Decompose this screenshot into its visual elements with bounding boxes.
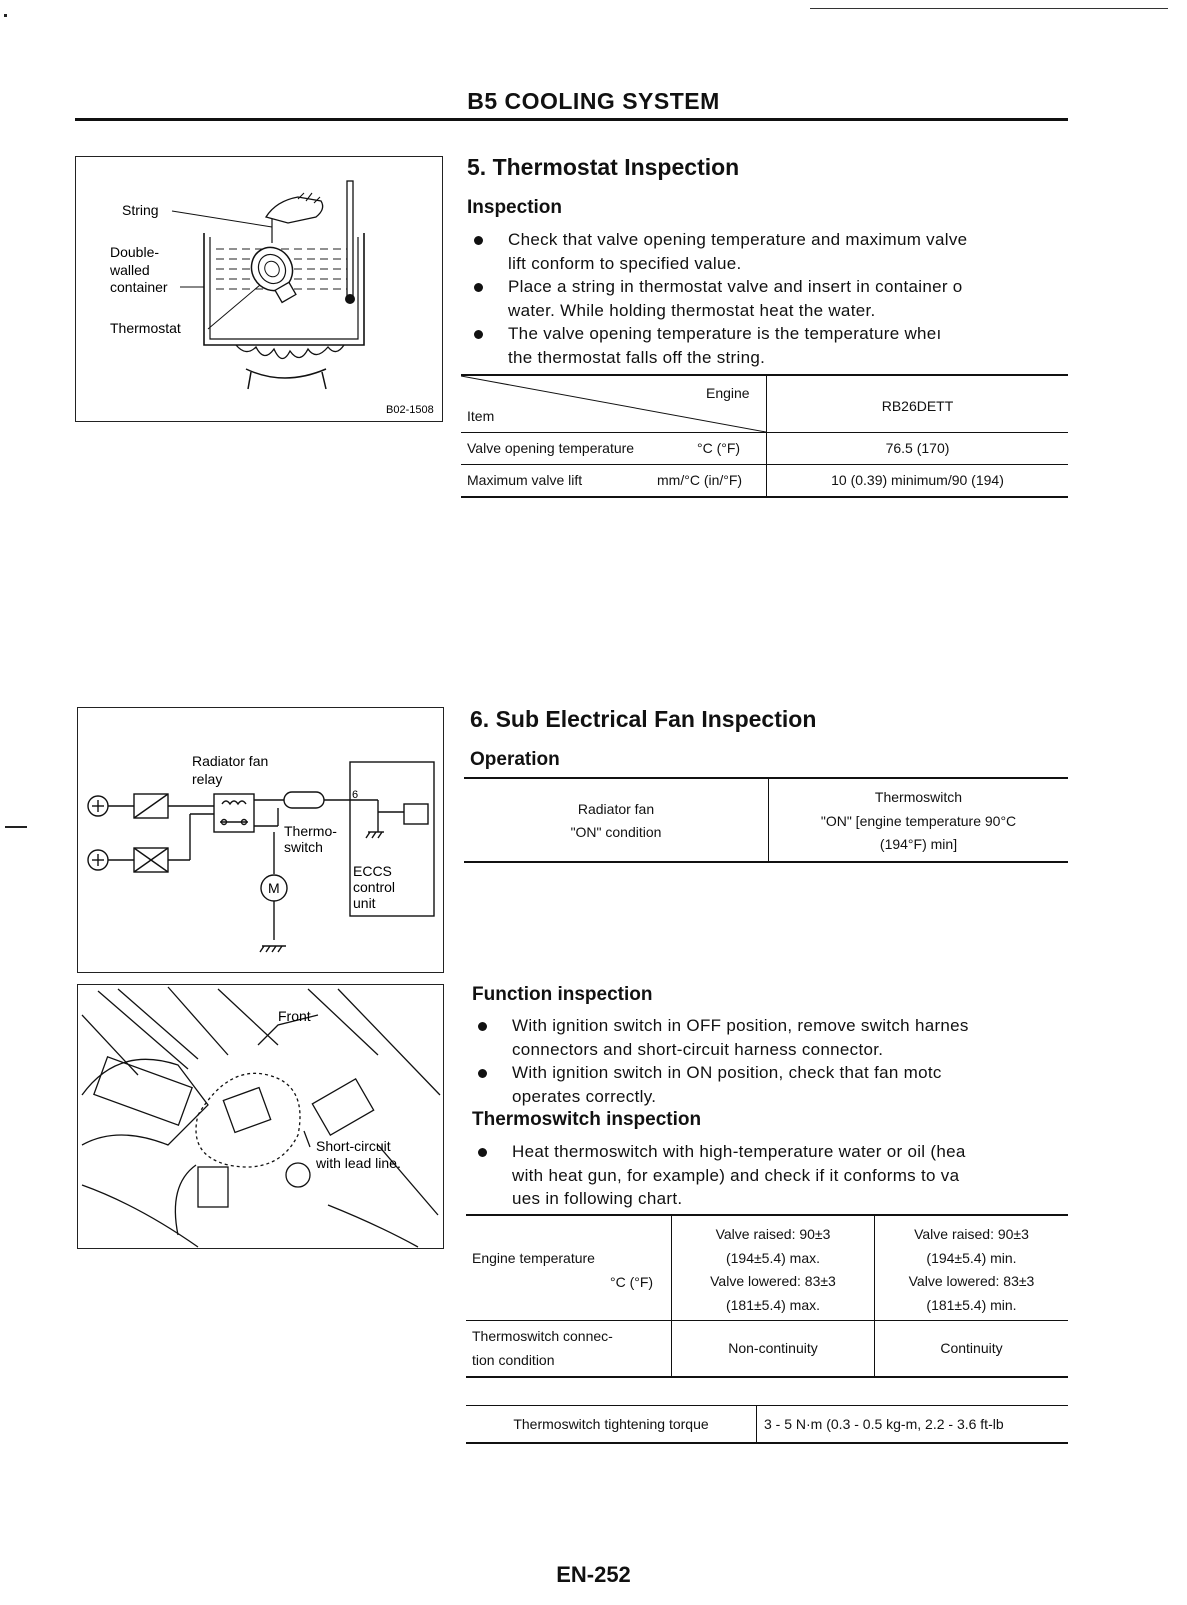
item-label: Item	[467, 408, 495, 424]
eccs-label-3: unit	[353, 895, 376, 911]
short-circuit-label-1: Short-circuit	[316, 1138, 391, 1154]
margin-dash	[5, 826, 27, 828]
label-thermostat: Thermostat	[110, 320, 181, 336]
op-left-2: "ON" condition	[570, 824, 662, 840]
list-item: The valve opening temperature is the temperature wheı the thermostat falls off the string.	[468, 322, 1068, 369]
col2-line: Valve raised: 90±3	[914, 1226, 1029, 1242]
col2-line: Valve lowered: 83±3	[908, 1273, 1035, 1289]
col1-line: (194±5.4) max.	[725, 1250, 821, 1266]
label-container: container	[110, 279, 168, 295]
row-value: 10 (0.39) minimum/90 (194)	[831, 472, 1004, 488]
col1-line: Valve lowered: 83±3	[710, 1273, 836, 1289]
torque-table	[466, 1405, 1068, 1445]
margin-mark	[4, 14, 7, 17]
label-string: String	[122, 202, 159, 218]
list-item: Heat thermoswitch with high-temperature water or oil (hea with heat gun, for example) and check if it conforms to va ues in following chart.	[472, 1140, 1068, 1211]
op-right-3: (194°F) min]	[879, 836, 958, 852]
terminal-number: 6	[352, 789, 359, 801]
list-item: Place a string in thermostat valve and insert in container o water. While holding thermostat heat the water.	[468, 275, 1068, 322]
list-item: Check that valve opening temperature and maximum valvе lift conform to specified value.	[468, 228, 1068, 275]
row-item: Maximum valve lift	[467, 472, 583, 488]
engine-name: RB26DETT	[881, 398, 954, 414]
corner-rule	[810, 8, 1168, 9]
non-continuity: Non-continuity	[728, 1340, 818, 1356]
row-unit: mm/°C (in/°F)	[657, 472, 743, 488]
thermostat-spec-table	[461, 374, 1068, 500]
connection-label-2: tion condition	[472, 1352, 555, 1368]
function-heading: Function inspection	[472, 984, 653, 1005]
label-walled: walled	[110, 262, 150, 278]
section5-bullets	[468, 228, 1068, 369]
engine-label: Engine	[706, 385, 750, 401]
thermostat-diagram	[76, 157, 442, 421]
thermo-label-1: Thermo-	[284, 823, 337, 839]
relay-label-2: relay	[192, 771, 223, 787]
section6-heading: 6. Sub Electrical Fan Inspection	[470, 706, 817, 732]
col2-line: (194±5.4) min.	[926, 1250, 1017, 1266]
figure-code: B02-1508	[386, 404, 434, 416]
thermoswitch-bullets	[472, 1140, 1068, 1211]
list-item: With ignition switch in ON position, check that fan motc operates correctly.	[472, 1061, 1068, 1108]
op-right-1: Thermoswitch	[874, 789, 963, 805]
row-value: 76.5 (170)	[885, 440, 950, 456]
col1-line: Valve raised: 90±3	[715, 1226, 831, 1242]
operation-table	[464, 777, 1068, 865]
page-header-title: B5 COOLING SYSTEM	[467, 88, 720, 114]
section5-subheading: Inspection	[467, 197, 563, 218]
label-double: Double-	[110, 244, 160, 260]
eccs-label-2: control	[353, 879, 396, 895]
continuity: Continuity	[940, 1340, 1003, 1356]
op-left-1: Radiator fan	[577, 801, 655, 817]
circuit-figure	[77, 707, 444, 973]
torque-value: 3 - 5 N·m (0.3 - 0.5 kg-m, 2.2 - 3.6 ft-lb	[764, 1416, 1004, 1432]
list-item: With ignition switch in OFF position, remove switch harnes connectors and short-circuit harness connector.	[472, 1014, 1068, 1061]
row-item: Valve opening temperature	[467, 440, 635, 456]
engine-bay-illustration	[78, 985, 443, 1248]
engine-temp-label-1: Engine temperature	[472, 1250, 595, 1266]
thermostat-figure	[75, 156, 443, 422]
header-rule	[75, 118, 1068, 121]
front-label: Front	[278, 1008, 311, 1024]
op-right-2: "ON" [engine temperature 90°C	[820, 813, 1017, 829]
thermoswitch-heading: Thermoswitch inspection	[472, 1109, 702, 1130]
col1-line: (181±5.4) max.	[725, 1297, 821, 1313]
page-number: EN-252	[556, 1562, 631, 1587]
eccs-label-1: ECCS	[353, 863, 392, 879]
engine-temp-label-2: °C (°F)	[610, 1274, 654, 1290]
row-unit: °C (°F)	[697, 440, 741, 456]
col2-line: (181±5.4) min.	[926, 1297, 1017, 1313]
diagonal-header	[461, 374, 766, 432]
motor-label: M	[268, 880, 280, 896]
relay-label-1: Radiator fan	[192, 753, 269, 769]
torque-label: Thermoswitch tightening torque	[513, 1416, 709, 1432]
engine-bay-figure	[77, 984, 444, 1249]
connection-label-1: Thermoswitch connec-	[472, 1328, 613, 1344]
fan-circuit-diagram	[78, 708, 443, 972]
operation-heading: Operation	[470, 749, 560, 770]
thermoswitch-table	[466, 1214, 1068, 1380]
function-bullets	[472, 1014, 1068, 1108]
section5-heading: 5. Thermostat Inspection	[467, 154, 740, 180]
thermo-label-2: switch	[284, 839, 323, 855]
short-circuit-label-2: with lead line.	[316, 1155, 401, 1171]
